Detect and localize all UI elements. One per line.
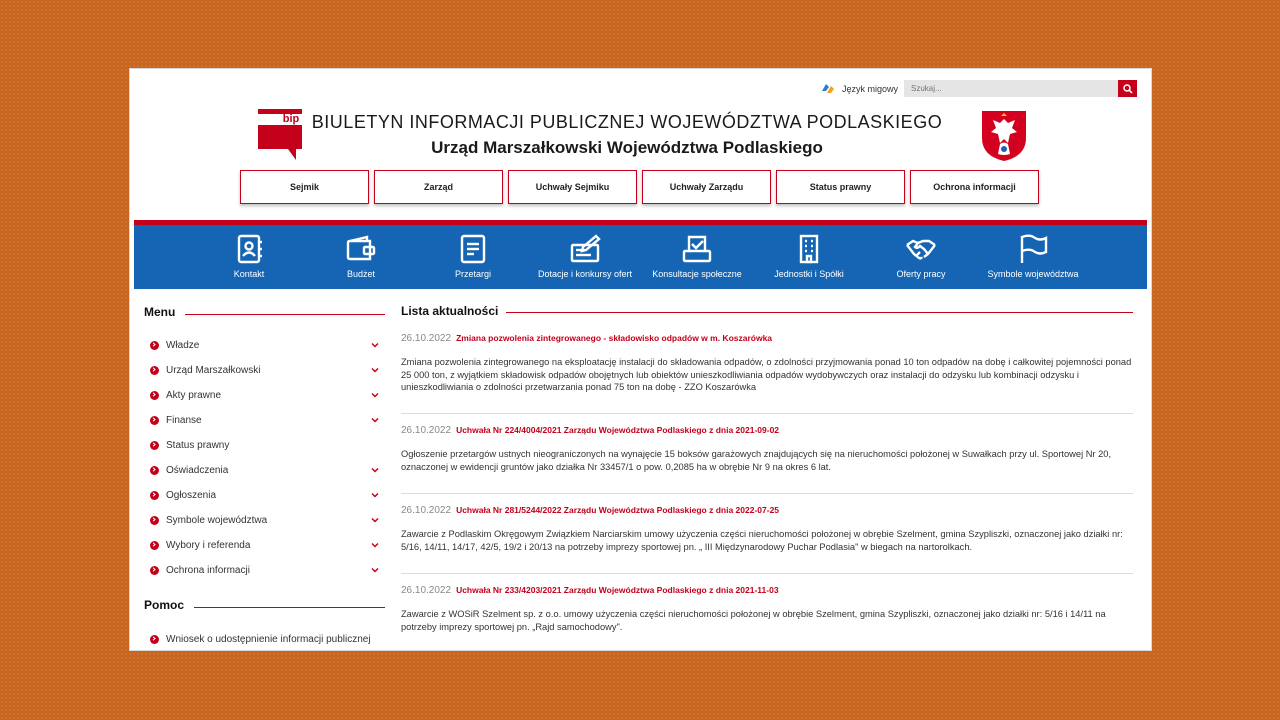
sidebar-item-label: Oświadczenia <box>166 464 229 476</box>
chevron-down-icon[interactable] <box>370 365 380 375</box>
bullet-icon <box>150 366 159 375</box>
sidebar-item-urzad[interactable] <box>150 362 380 378</box>
sidebar-item-label: Wybory i referenda <box>166 539 251 551</box>
bullet-icon <box>150 516 159 525</box>
ballot-box-icon <box>681 233 713 265</box>
news-description: Zmiana pozwolenia zintegrowanego na eksploatację instalacji do składowania odpadów, o zdolności przyjmowania ponad 10 ton odpadów na dobę i całkowitej pojemności ponad 25 000 ton, z wyjątkiem składowisk odpadów obojętnych lub obiektów unieszkodliwiania odpadów wydobywczych oraz instalacji do odzysku lub kombinacji odzysku i unieszkodliwiania o zdolności przetwarzania ponad 75 ton na dobę - ZZO Koszarówka <box>401 357 1132 392</box>
browser-page <box>129 68 1152 651</box>
quicklink-label: Przetargi <box>454 269 491 279</box>
sidebar-menu-heading <box>144 305 385 319</box>
nav-status-prawny[interactable]: Status prawny <box>776 170 905 204</box>
sidebar-help-heading <box>144 598 385 612</box>
document-icon <box>457 233 489 265</box>
sidebar-item-label: Symbole województwa <box>166 514 268 526</box>
site-title-line1: BIULETYN INFORMACJI PUBLICZNEJ WOJEWÓDZTWA PODLASKIEGO <box>311 112 943 132</box>
quicklink-label: Budżet <box>346 269 376 279</box>
building-icon <box>793 233 825 265</box>
news-date: 26.10.2022 <box>401 333 452 344</box>
sidebar-help-title: Pomoc <box>144 598 185 612</box>
news-item <box>401 333 1133 394</box>
news-separator <box>401 573 1133 574</box>
chevron-down-icon[interactable] <box>370 565 380 575</box>
chevron-down-icon[interactable] <box>370 540 380 550</box>
sign-language-icon <box>820 82 836 95</box>
flag-icon <box>1017 233 1049 265</box>
sidebar-item-label: Finanse <box>166 414 202 426</box>
quicklink-symbole[interactable] <box>977 233 1089 279</box>
nav-zarzad[interactable]: Zarząd <box>374 170 503 204</box>
sidebar-item-label: Status prawny <box>166 439 230 451</box>
nav-sejmik[interactable]: Sejmik <box>240 170 369 204</box>
quicklink-jednostki[interactable] <box>753 233 865 279</box>
sidebar-item-akty-prawne[interactable] <box>150 387 380 403</box>
sidebar-item-finanse[interactable] <box>150 412 380 428</box>
bullet-icon <box>150 441 159 450</box>
news-date: 26.10.2022 <box>401 585 452 596</box>
chevron-down-icon[interactable] <box>370 515 380 525</box>
news-item <box>401 585 1133 633</box>
bullet-icon <box>150 541 159 550</box>
sidebar-item-label: Ochrona informacji <box>166 564 250 576</box>
sidebar-item-ogloszenia[interactable] <box>150 487 380 503</box>
sidebar-item-label: Ogłoszenia <box>166 489 217 501</box>
quicklink-label: Oferty pracy <box>896 269 946 279</box>
sidebar-item-symbole[interactable] <box>150 512 380 528</box>
heading-rule <box>506 312 1133 313</box>
nav-uchwaly-zarzadu[interactable]: Uchwały Zarządu <box>642 170 771 204</box>
news-title-link[interactable]: Uchwała Nr 233/4203/2021 Zarządu Województwa Podlaskiego z dnia 2021-11-03 <box>456 585 779 595</box>
contact-book-icon <box>233 233 265 265</box>
sidebar-item-status-prawny[interactable] <box>150 437 380 453</box>
bullet-icon <box>150 466 159 475</box>
quicklink-dotacje[interactable] <box>529 233 641 279</box>
sidebar-item-ochrona[interactable] <box>150 562 380 578</box>
quicklink-konsultacje[interactable] <box>641 233 753 279</box>
news-heading <box>401 304 1133 318</box>
chevron-down-icon[interactable] <box>370 415 380 425</box>
bip-logo[interactable] <box>258 109 302 161</box>
news-description: Zawarcie z WOSiR Szelment sp. z o.o. umowy użyczenia części nieruchomości położonej w obrębie Szelment, gmina Szypliszki, oznaczonej jako działki nr: 5/16 i 14/11 na potrzeby imprezy sportowej pn. „Rajd samochodowy". <box>401 609 1106 632</box>
chevron-down-icon[interactable] <box>370 340 380 350</box>
heading-rule <box>194 607 385 608</box>
bullet-icon <box>150 391 159 400</box>
sidebar-item-wniosek[interactable] <box>150 631 380 647</box>
site-title <box>302 112 952 158</box>
chevron-down-icon[interactable] <box>370 490 380 500</box>
news-separator <box>401 413 1133 414</box>
news-title-link[interactable]: Uchwała Nr 281/5244/2022 Zarządu Województwa Podlaskiego z dnia 2022-07-25 <box>456 505 780 515</box>
news-title: Lista aktualności <box>401 304 499 318</box>
news-separator <box>401 493 1133 494</box>
signing-icon <box>569 233 601 265</box>
sidebar-menu-title: Menu <box>144 305 176 319</box>
quicklink-label: Kontakt <box>233 269 265 279</box>
bip-logo-text: bip <box>282 113 300 125</box>
top-utility-bar <box>820 80 1137 97</box>
news-title-link[interactable]: Uchwała Nr 224/4004/2021 Zarządu Województwa Podlaskiego z dnia 2021-09-02 <box>456 425 780 435</box>
search-input[interactable] <box>904 80 1118 97</box>
search-icon <box>1123 84 1133 94</box>
quicklink-label: Jednostki i Spółki <box>774 269 844 279</box>
bullet-icon <box>150 416 159 425</box>
news-item <box>401 505 1133 553</box>
news-date: 26.10.2022 <box>401 425 452 436</box>
nav-ochrona-informacji[interactable]: Ochrona informacji <box>910 170 1039 204</box>
bullet-icon <box>150 566 159 575</box>
heading-rule <box>185 314 385 315</box>
sidebar-item-label: Akty prawne <box>166 389 222 401</box>
quicklink-oferty-pracy[interactable] <box>865 233 977 279</box>
news-title-link[interactable]: Zmiana pozwolenia zintegrowanego - składowisko odpadów w m. Koszarówka <box>456 333 773 343</box>
bullet-icon <box>150 635 159 644</box>
quicklink-przetargi[interactable] <box>417 233 529 279</box>
bullet-icon <box>150 491 159 500</box>
quicklink-budzet[interactable] <box>305 233 417 279</box>
sidebar-item-label: Wniosek o udostępnienie informacji publicznej <box>166 633 371 645</box>
news-item <box>401 425 1133 473</box>
sidebar-item-wybory[interactable] <box>150 537 380 553</box>
sidebar-item-label: Urząd Marszałkowski <box>166 364 261 376</box>
site-title-line2: Urząd Marszałkowski Województwa Podlaskiego <box>431 138 823 157</box>
quicklink-kontakt[interactable] <box>193 233 305 279</box>
wallet-icon <box>345 233 377 265</box>
sidebar-item-wladze[interactable] <box>150 337 380 353</box>
handshake-icon <box>905 233 937 265</box>
top-navigation <box>240 170 1044 204</box>
sign-language-label: Język migowy <box>841 83 898 94</box>
quicklink-label: Symbole województwa <box>987 269 1079 279</box>
coat-of-arms-icon <box>981 110 1027 162</box>
search-button[interactable] <box>1118 80 1137 97</box>
news-description: Ogłoszenie przetargów ustnych nieograniczonych na wynajęcie 15 boksów garażowych znajdujących się na nieruchomości położonej w Suwałkach przy ul. Sportowej Nr 20, oznaczonej w ewidencji gruntów jako działka Nr 33457/1 o pow. 0,2085 ha w obrębie Nr 9 na okres 6 lat. <box>401 449 1112 472</box>
sidebar-item-oswiadczenia[interactable] <box>150 462 380 478</box>
quicklink-label: Konsultacje społeczne <box>652 269 742 279</box>
sidebar-item-label: Władze <box>166 339 200 351</box>
sign-language-link[interactable] <box>820 82 898 95</box>
quick-links-bar <box>134 225 1147 289</box>
news-date: 26.10.2022 <box>401 505 452 516</box>
chevron-down-icon[interactable] <box>370 390 380 400</box>
news-description: Zawarcie z Podlaskim Okręgowym Związkiem Narciarskim umowy użyczenia części nieruchomości położonej w obrębie Szelment, gmina Szypliszki, oznaczonej jako działki nr: 5/16, 14/11, 14/17, 42/5, 19/2 i 20/13 na potrzeby imprezy sportowej pn. „ III Międzynarodowy Puchar Podlasia" w biegach na nartorolkach. <box>401 529 1123 552</box>
bullet-icon <box>150 341 159 350</box>
nav-uchwaly-sejmiku[interactable]: Uchwały Sejmiku <box>508 170 637 204</box>
chevron-down-icon[interactable] <box>370 465 380 475</box>
quicklink-label: Dotacje i konkursy ofert <box>537 269 633 279</box>
